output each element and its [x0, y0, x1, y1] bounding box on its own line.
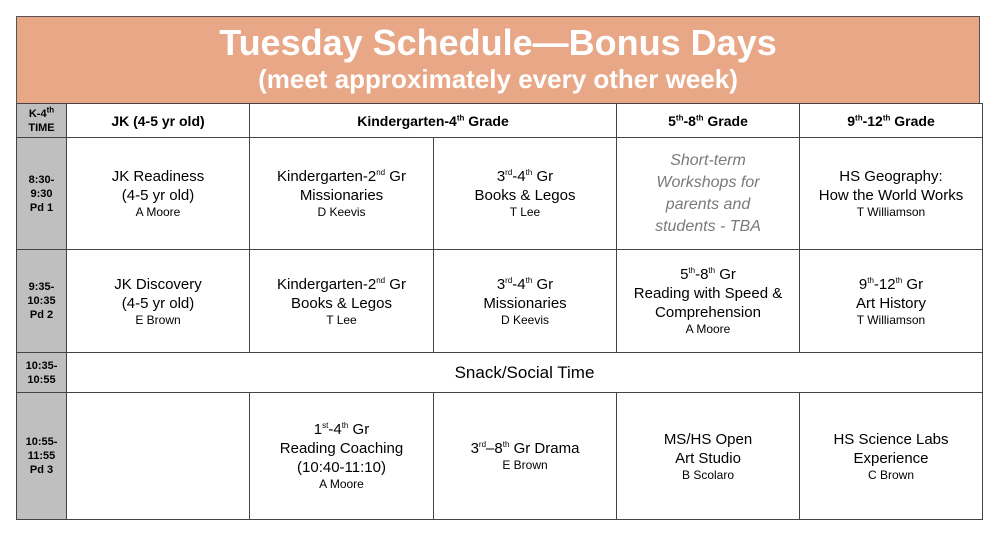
period2-g912-cell: 9th-12th Gr Art History T Williamson	[800, 250, 983, 353]
period3-g34-cell: 3rd–8th Gr Drama E Brown	[434, 393, 617, 520]
header-row	[17, 104, 983, 138]
period2-time: 9:35- 10:35 Pd 2	[17, 250, 67, 353]
snack-time: 10:35- 10:55	[17, 353, 67, 393]
period2-jk-cell: JK Discovery (4-5 yr old) E Brown	[67, 250, 250, 353]
header-5-8: 5th-8th Grade	[617, 104, 800, 138]
page-title: Tuesday Schedule—Bonus Days	[219, 22, 777, 63]
period1-row	[17, 138, 983, 250]
period3-g58-cell: MS/HS Open Art Studio B Scolaro	[617, 393, 800, 520]
title-banner	[16, 16, 980, 104]
period2-k2-cell: Kindergarten-2nd Gr Books & Legos T Lee	[250, 250, 434, 353]
period1-time: 8:30- 9:30 Pd 1	[17, 138, 67, 250]
period1-g34-cell: 3rd-4th Gr Books & Legos T Lee	[434, 138, 617, 250]
period2-g34-cell: 3rd-4th Gr Missionaries D Keevis	[434, 250, 617, 353]
header-k4: Kindergarten-4th Grade	[250, 104, 617, 138]
period1-k2-cell: Kindergarten-2nd Gr Missionaries D Keevis	[250, 138, 434, 250]
page-subtitle: (meet approximately every other week)	[258, 64, 738, 94]
header-jk: JK (4-5 yr old)	[67, 104, 250, 138]
period2-row	[17, 250, 983, 353]
period1-g912-cell: HS Geography: How the World Works T Williamson	[800, 138, 983, 250]
period3-k2-cell: 1st-4th Gr Reading Coaching (10:40-11:10) A Moore	[250, 393, 434, 520]
snack-label: Snack/Social Time	[67, 353, 983, 393]
period1-jk-cell: JK Readiness (4-5 yr old) A Moore	[67, 138, 250, 250]
header-9-12: 9th-12th Grade	[800, 104, 983, 138]
period3-jk-cell	[67, 393, 250, 520]
period1-g58-cell: Short-term Workshops for parents and students - TBA	[617, 138, 800, 250]
header-time-cell: K-4th TIME	[17, 104, 67, 138]
schedule-table	[16, 103, 983, 520]
period3-row	[17, 393, 983, 520]
period2-g58-cell: 5th-8th Gr Reading with Speed & Comprehension A Moore	[617, 250, 800, 353]
period3-time: 10:55- 11:55 Pd 3	[17, 393, 67, 520]
snack-row	[17, 353, 983, 393]
period3-g912-cell: HS Science Labs Experience C Brown	[800, 393, 983, 520]
